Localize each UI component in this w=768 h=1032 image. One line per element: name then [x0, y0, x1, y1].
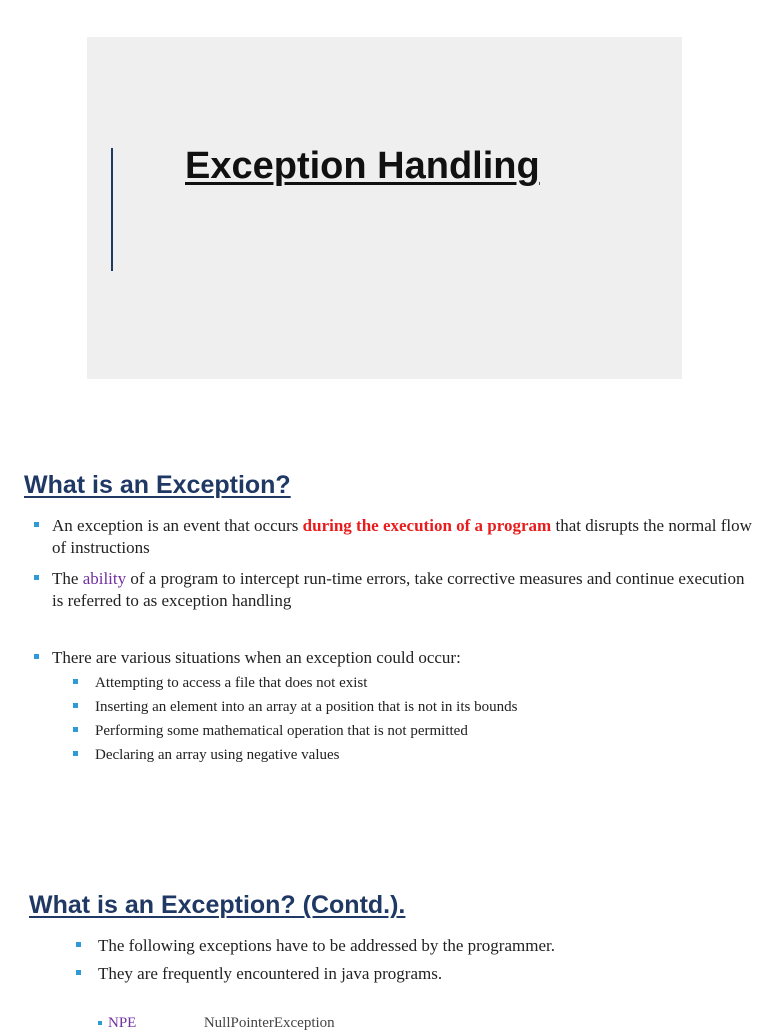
- list-item-text: Inserting an element into an array at a position that is not in its bounds: [95, 699, 518, 715]
- bullet-situations: [52, 647, 756, 669]
- list-item: [95, 746, 339, 764]
- bullet-marker: [34, 522, 39, 527]
- list-item: [95, 722, 468, 740]
- bullet-text: The following exceptions have to be addressed by the programmer.: [98, 936, 555, 955]
- highlight-purple: ability: [82, 569, 127, 588]
- accent-bar: [111, 148, 113, 271]
- bullet-marker: [73, 727, 78, 732]
- exception-name: NullPointerException: [203, 1015, 335, 1031]
- bullet-handling: [52, 568, 756, 612]
- highlight-red: during the execution of a program: [302, 516, 552, 535]
- bullet-marker: [34, 575, 39, 580]
- bullet-text: that disrupts the normal flow of instructions: [52, 516, 752, 557]
- list-item-text: Attempting to access a file that does not exist: [95, 675, 368, 691]
- list-item: [95, 698, 517, 716]
- slide-heading: What is an Exception?: [24, 471, 291, 499]
- bullet-marker: [98, 1021, 102, 1025]
- bullet-marker: [73, 751, 78, 756]
- bullet-definition: [52, 515, 756, 559]
- bullet-addressed: [98, 935, 555, 957]
- list-item: [95, 674, 367, 692]
- title-slide: [87, 37, 682, 379]
- bullet-text: An exception is an event that occurs: [52, 516, 303, 535]
- list-item-text: Declaring an array using negative values: [95, 747, 340, 763]
- bullet-text: of a program to intercept run-time errors, take corrective measures and continue execution is referred to as exception handling: [52, 569, 745, 610]
- list-item-text: Performing some mathematical operation that is not permitted: [95, 723, 468, 739]
- bullet-marker: [76, 942, 81, 947]
- bullet-marker: [73, 703, 78, 708]
- slide-title: Exception Handling: [185, 145, 540, 187]
- bullet-text: There are various situations when an exception could occur:: [52, 648, 461, 667]
- exception-code: NPE: [108, 1015, 137, 1031]
- bullet-text: They are frequently encountered in java programs.: [98, 964, 443, 983]
- bullet-marker: [34, 654, 39, 659]
- bullet-marker: [73, 679, 78, 684]
- bullet-text: The: [52, 569, 83, 588]
- slide-heading: What is an Exception? (Contd.).: [29, 891, 406, 919]
- bullet-frequent: [98, 963, 442, 985]
- bullet-marker: [76, 970, 81, 975]
